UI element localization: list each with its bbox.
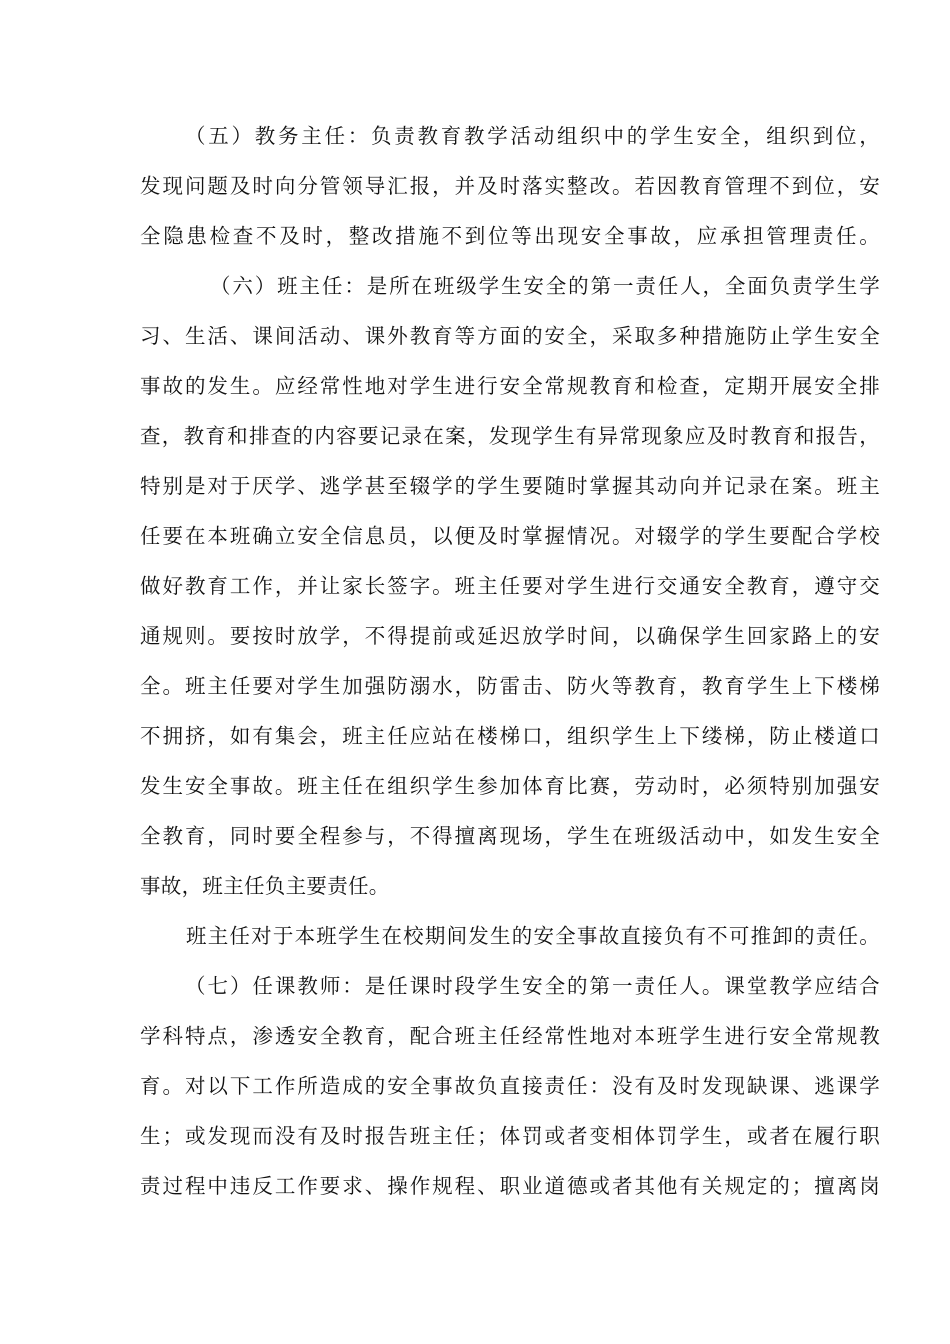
paragraph-6-line-6: 任要在本班确立安全信息员，以便及时掌握情况。对辍学的学生要配合学校 [140, 524, 880, 548]
paragraph-6-line-11: 发生安全事故。班主任在组织学生参加体育比赛，劳动时，必须特别加强安 [140, 774, 880, 798]
paragraph-6-line-1: （六）班主任：是所在班级学生安全的第一责任人，全面负责学生学 [210, 274, 880, 298]
paragraph-5-line-3: 全隐患检查不及时，整改措施不到位等出现安全事故，应承担管理责任。 [140, 224, 880, 248]
paragraph-6-line-4: 查，教育和排查的内容要记录在案，发现学生有异常现象应及时教育和报告， [140, 424, 880, 448]
paragraph-6-line-7: 做好教育工作，并让家长签字。班主任要对学生进行交通安全教育，遵守交 [140, 574, 880, 598]
paragraph-5-line-1: （五）教务主任：负责教育教学活动组织中的学生安全，组织到位， [185, 124, 880, 148]
paragraph-6-line-5: 特别是对于厌学、逃学甚至辍学的学生要随时掌握其动向并记录在案。班主 [140, 474, 880, 498]
paragraph-7-line-4: 生；或发现而没有及时报告班主任；体罚或者变相体罚学生，或者在履行职 [140, 1124, 880, 1148]
paragraph-7-line-1: （七）任课教师：是任课时段学生安全的第一责任人。课堂教学应结合 [185, 974, 880, 998]
paragraph-6-line-8: 通规则。要按时放学，不得提前或延迟放学时间，以确保学生回家路上的安 [140, 624, 880, 648]
paragraph-7-line-5: 责过程中违反工作要求、操作规程、职业道德或者其他有关规定的；擅离岗 [140, 1174, 880, 1198]
paragraph-6-line-3: 事故的发生。应经常性地对学生进行安全常规教育和检查，定期开展安全排 [140, 374, 880, 398]
paragraph-6b-line-1: 班主任对于本班学生在校期间发生的安全事故直接负有不可推卸的责任。 [186, 924, 880, 948]
paragraph-7-line-3: 育。对以下工作所造成的安全事故负直接责任：没有及时发现缺课、逃课学 [140, 1074, 880, 1098]
paragraph-6-line-13: 事故，班主任负主要责任。 [140, 874, 390, 898]
paragraph-7-line-2: 学科特点，渗透安全教育，配合班主任经常性地对本班学生进行安全常规教 [140, 1024, 880, 1048]
paragraph-6-line-12: 全教育，同时要全程参与，不得擅离现场，学生在班级活动中，如发生安全 [140, 824, 880, 848]
paragraph-6-line-2: 习、生活、课间活动、课外教育等方面的安全，采取多种措施防止学生安全 [140, 324, 880, 348]
paragraph-6-line-10: 不拥挤，如有集会，班主任应站在楼梯口，组织学生上下缕梯，防止楼道口 [140, 724, 880, 748]
paragraph-6-line-9: 全。班主任要对学生加强防溺水，防雷击、防火等教育，教育学生上下楼梯 [140, 674, 880, 698]
paragraph-5-line-2: 发现问题及时向分管领导汇报，并及时落实整改。若因教育管理不到位，安 [140, 174, 880, 198]
